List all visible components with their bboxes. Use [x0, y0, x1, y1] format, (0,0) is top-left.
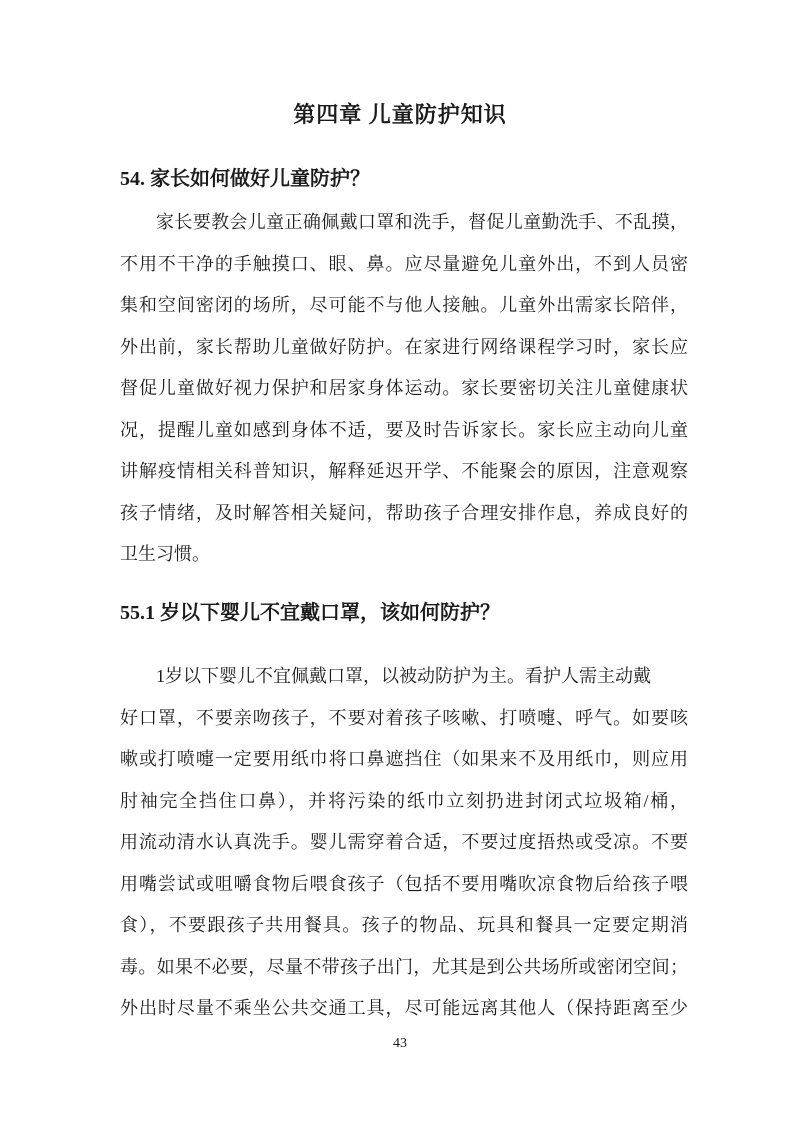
paragraph-line: 用流动清水认真洗手。婴儿需穿着合适，不要过度捂热或受凉。不要: [120, 832, 688, 852]
paragraph-line: 外出时尽量不乘坐公共交通工具，尽可能远离其他人（保持距离至少: [120, 998, 688, 1018]
paragraph-line: 孩子情绪，及时解答相关疑问，帮助孩子合理安排作息，养成良好的: [120, 502, 688, 523]
paragraph-line: 肘袖完全挡住口鼻），并将污染的纸巾立刻扔进封闭式垃圾箱/桶，: [120, 790, 688, 811]
paragraph-line: 督促儿童做好视力保护和居家身体运动。家长要密切关注儿童健康状: [120, 378, 688, 398]
section-54-paragraph: [120, 202, 688, 576]
paragraph-line: 不用不干净的手触摸口、眼、鼻。应尽量避免儿童外出，不到人员密: [120, 253, 688, 274]
chapter-title: 第四章 儿童防护知识: [293, 102, 507, 127]
paragraph-line: 好口罩，不要亲吻孩子，不要对着孩子咳嗽、打喷嚏、呼气。如要咳: [120, 707, 688, 728]
paragraph-line: 用嘴尝试或咀嚼食物后喂食孩子（包括不要用嘴吹凉食物后给孩子喂: [120, 873, 688, 894]
page-number: 43: [393, 1036, 407, 1051]
paragraph-line: 1岁以下婴儿不宜佩戴口罩，以被动防护为主。看护人需主动戴: [156, 666, 651, 686]
paragraph-line: 外出前，家长帮助儿童做好防护。在家进行网络课程学习时，家长应: [120, 336, 688, 357]
paragraph-line: 家长要教会儿童正确佩戴口罩和洗手，督促儿童勤洗手、不乱摸，: [156, 212, 688, 232]
section-55-paragraph: [120, 656, 688, 1030]
section-54-heading: 54. 家长如何做好儿童防护？: [120, 168, 370, 190]
paragraph-line: 卫生习惯。: [120, 544, 210, 564]
paragraph-line: 况，提醒儿童如感到身体不适，要及时告诉家长。家长应主动向儿童: [120, 419, 688, 440]
paragraph-line: 讲解疫情相关科普知识，解释延迟开学、不能聚会的原因，注意观察: [120, 461, 688, 481]
paragraph-line: 嗽或打喷嚏一定要用纸巾将口鼻遮挡住（如果来不及用纸巾，则应用: [120, 749, 688, 769]
section-55-heading: 55.1 岁以下婴儿不宜戴口罩，该如何防护？: [120, 602, 500, 624]
paragraph-line: 集和空间密闭的场所，尽可能不与他人接触。儿童外出需家长陪伴，: [120, 295, 688, 315]
paragraph-line: 毒。如果不必要，尽量不带孩子出门，尤其是到公共场所或密闭空间；: [120, 956, 688, 977]
paragraph-line: 食），不要跟孩子共用餐具。孩子的物品、玩具和餐具一定要定期消: [120, 915, 688, 935]
